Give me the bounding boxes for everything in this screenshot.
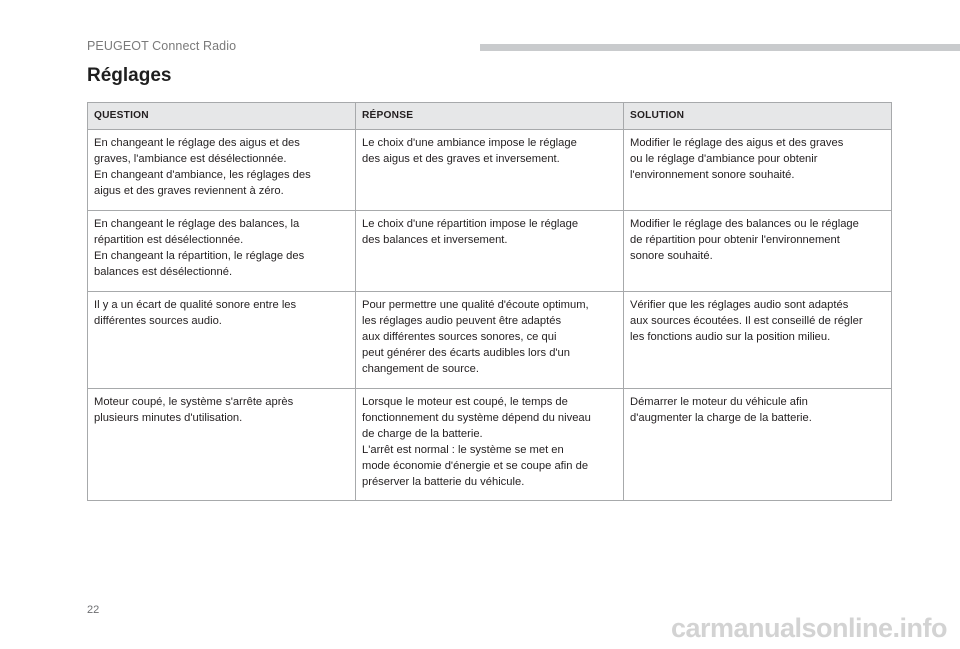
answer-cell bbox=[356, 130, 624, 211]
page-number: 22 bbox=[87, 604, 100, 616]
table-row bbox=[88, 130, 892, 211]
solution-cell bbox=[624, 389, 892, 501]
solution-cell bbox=[624, 130, 892, 211]
text-line: sonore souhaité. bbox=[630, 250, 713, 262]
watermark: carmanualsonline.info bbox=[670, 613, 947, 643]
table-row bbox=[88, 292, 892, 389]
table-row bbox=[88, 389, 892, 501]
text-line: des balances et inversement. bbox=[362, 234, 508, 246]
text-line: balances est désélectionné. bbox=[94, 266, 233, 278]
text-line: d'augmenter la charge de la batterie. bbox=[630, 412, 812, 424]
text-line: préserver la batterie du véhicule. bbox=[362, 476, 525, 488]
solution-cell bbox=[624, 211, 892, 292]
text-line: graves, l'ambiance est désélectionnée. bbox=[94, 153, 287, 165]
text-line: En changeant le réglage des aigus et des bbox=[94, 137, 300, 149]
troubleshooting-table bbox=[87, 102, 892, 501]
text-line: Le choix d'une répartition impose le réglage bbox=[362, 218, 579, 230]
text-line: L'arrêt est normal : le système se met en bbox=[362, 444, 564, 456]
header-bar bbox=[480, 44, 960, 51]
question-cell bbox=[88, 130, 356, 211]
text-line: des aigus et des graves et inversement. bbox=[362, 153, 560, 165]
text-line: Modifier le réglage des balances ou le réglage bbox=[630, 218, 859, 230]
answer-cell bbox=[356, 292, 624, 389]
running-header: PEUGEOT Connect Radio bbox=[87, 39, 237, 53]
text-line: mode économie d'énergie et se coupe afin de bbox=[362, 460, 589, 472]
text-line: de répartition pour obtenir l'environnement bbox=[630, 234, 840, 246]
text-line: Modifier le réglage des aigus et des graves bbox=[630, 137, 844, 149]
text-line: Il y a un écart de qualité sonore entre les bbox=[94, 299, 297, 311]
solution-cell bbox=[624, 292, 892, 389]
text-line: En changeant le réglage des balances, la bbox=[94, 218, 300, 230]
text-line: Pour permettre une qualité d'écoute optimum, bbox=[362, 299, 589, 311]
answer-cell bbox=[356, 211, 624, 292]
table-header-row bbox=[88, 103, 892, 130]
text-line: différentes sources audio. bbox=[94, 315, 222, 327]
text-line: aigus et des graves reviennent à zéro. bbox=[94, 185, 284, 197]
column-header-answer: RÉPONSE bbox=[356, 103, 624, 130]
answer-cell bbox=[356, 389, 624, 501]
text-line: Moteur coupé, le système s'arrête après bbox=[94, 396, 294, 408]
text-line: peut générer des écarts audibles lors d'un bbox=[362, 347, 570, 359]
text-line: aux différentes sources sonores, ce qui bbox=[362, 331, 557, 343]
text-line: Démarrer le moteur du véhicule afin bbox=[630, 396, 808, 408]
text-line: aux sources écoutées. Il est conseillé de régler bbox=[630, 315, 863, 327]
text-line: répartition est désélectionnée. bbox=[94, 234, 244, 246]
text-line: En changeant d'ambiance, les réglages des bbox=[94, 169, 311, 181]
column-header-question: QUESTION bbox=[88, 103, 356, 130]
text-line: En changeant la répartition, le réglage des bbox=[94, 250, 305, 262]
text-line: fonctionnement du système dépend du niveau bbox=[362, 412, 591, 424]
question-cell bbox=[88, 211, 356, 292]
text-line: Lorsque le moteur est coupé, le temps de bbox=[362, 396, 568, 408]
text-line: l'environnement sonore souhaité. bbox=[630, 169, 795, 181]
text-line: Vérifier que les réglages audio sont adaptés bbox=[630, 299, 849, 311]
page-title: Réglages bbox=[87, 65, 172, 86]
text-line: les réglages audio peuvent être adaptés bbox=[362, 315, 562, 327]
table-row bbox=[88, 211, 892, 292]
text-line: les fonctions audio sur la position milieu. bbox=[630, 331, 831, 343]
column-header-solution: SOLUTION bbox=[624, 103, 892, 130]
text-line: de charge de la batterie. bbox=[362, 428, 483, 440]
text-line: changement de source. bbox=[362, 363, 479, 375]
text-line: plusieurs minutes d'utilisation. bbox=[94, 412, 243, 424]
text-line: Le choix d'une ambiance impose le réglage bbox=[362, 137, 577, 149]
question-cell bbox=[88, 292, 356, 389]
text-line: ou le réglage d'ambiance pour obtenir bbox=[630, 153, 818, 165]
question-cell bbox=[88, 389, 356, 501]
